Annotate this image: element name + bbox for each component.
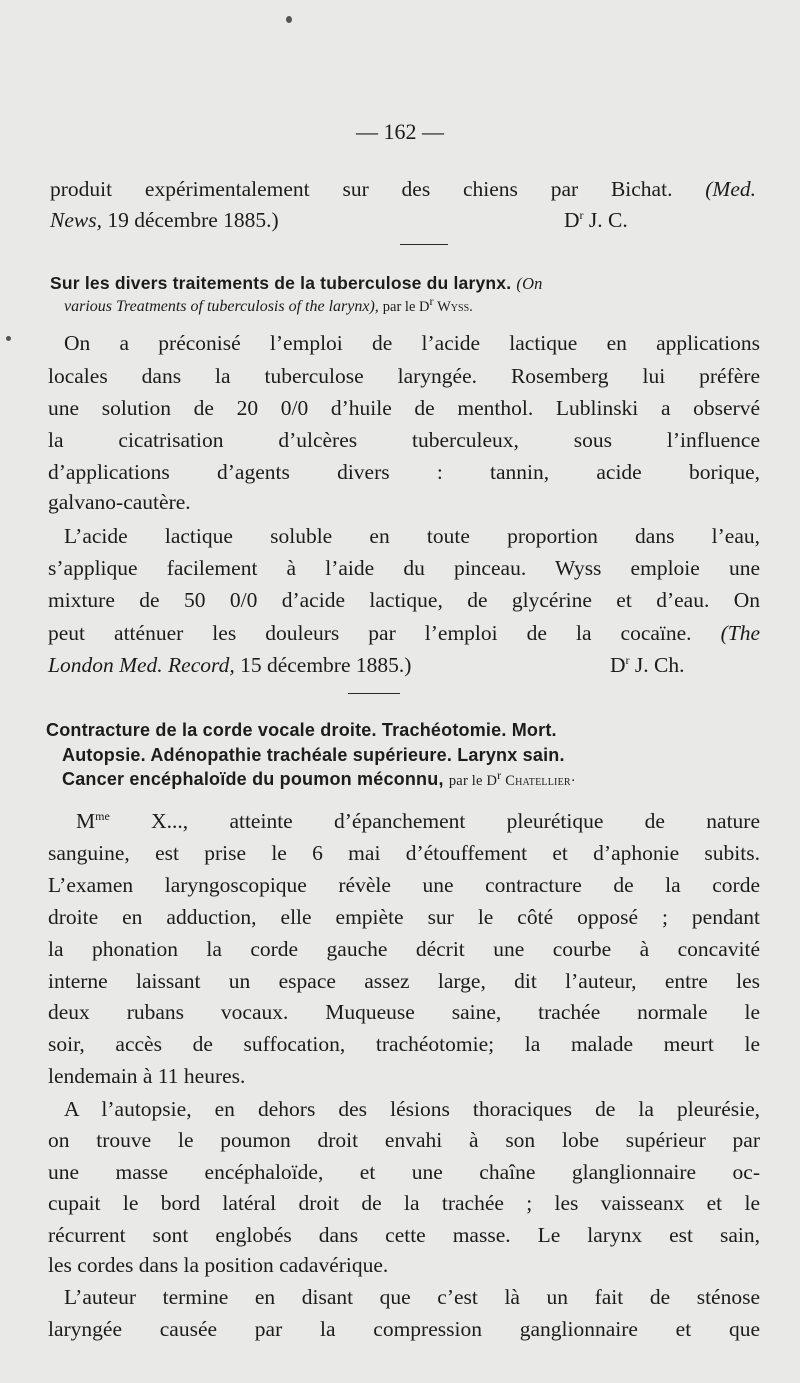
text-line: London Med. Record, 15 décembre 1885.) $D^r$ J. Ch. [48, 650, 760, 680]
section-title: Contracture de la corde vocale droite. Trachéotomie. Mort. [46, 720, 557, 740]
text-line: peut atténuer les douleurs par l’emploi de la cocaïne. (The [48, 621, 760, 645]
text-line: L’examen laryngoscopique révèle une contracture de la corde [48, 873, 760, 897]
text-line: News, 19 décembre 1885.) $D^r$ J. C. [50, 205, 760, 235]
text-line: droite en adduction, elle empiète sur le côté opposé ; pendant [48, 905, 760, 929]
text-line: s’applique facilement à l’aide du pinceau. Wyss emploie une [48, 556, 760, 580]
ink-speck [286, 16, 292, 23]
signature: $D^r$ J. Ch. [610, 652, 685, 677]
text-line: lendemain à 11 heures. [48, 1064, 246, 1088]
text-line: laryngée causée par la compression ganglionnaire et que [48, 1317, 760, 1341]
text-line: d’applications d’agents divers : tannin, acide borique, [48, 460, 760, 484]
section-title: Cancer encéphaloïde du poumon méconnu, par le $D^r$ Chatellier· [62, 768, 576, 789]
section-subtitle: various Treatments of tuberculosis of the larynx), par le $D^r$ Wyss. [64, 294, 473, 315]
text-line: sanguine, est prise le 6 mai d’étouffement et d’aphonie subits. [48, 841, 760, 865]
text-line: A l’autopsie, en dehors des lésions thoraciques de la pleurésie, [64, 1097, 760, 1121]
section-title: Autopsie. Adénopathie trachéale supérieure. Larynx sain. [62, 745, 565, 765]
section-divider [348, 693, 400, 694]
text-line: interne laissant un espace assez large, dit l’auteur, entre les [48, 969, 760, 993]
text-line: soir, accès de suffocation, trachéotomie; la malade meurt le [48, 1032, 760, 1056]
text-line: locales dans la tuberculose laryngée. Rosemberg lui préfère [48, 364, 760, 388]
text-line: produit expérimentalement sur des chiens par Bichat. (Med. [50, 177, 756, 201]
section-title: Sur les divers traitements de la tuberculose du larynx. (On [50, 273, 543, 293]
text-line: deux rubans vocaux. Muqueuse saine, trachée normale le [48, 1000, 760, 1024]
text-line: On a préconisé l’emploi de l’acide lactique en applications [64, 331, 760, 355]
signature: $D^r$ J. C. [564, 207, 628, 232]
text-line: une masse encéphaloïde, et une chaîne glanglionnaire oc- [48, 1160, 760, 1184]
text-line: une solution de 20 0/0 d’huile de menthol. Lublinski a observé [48, 396, 760, 420]
section-divider [400, 244, 448, 245]
text-line: $M^{me}$ X..., atteinte d’épanchement pleurétique de nature [76, 808, 760, 833]
page-number: — 162 — [356, 119, 444, 144]
ink-speck [6, 336, 11, 341]
text-line: récurrent sont englobés dans cette masse. Le larynx est sain, [48, 1223, 760, 1247]
text-line: on trouve le poumon droit envahi à son lobe supérieur par [48, 1128, 760, 1152]
text-line: galvano-cautère. [48, 490, 191, 514]
text-line: la cicatrisation d’ulcères tuberculeux, sous l’influence [48, 428, 760, 452]
text-line: L’auteur termine en disant que c’est là un fait de sténose [64, 1285, 760, 1309]
text-line: les cordes dans la position cadavérique. [48, 1253, 389, 1277]
text-line: cupait le bord latéral droit de la trachée ; les vaisseanx et le [48, 1191, 760, 1215]
text-line: L’acide lactique soluble en toute proportion dans l’eau, [64, 524, 760, 548]
text-line: la phonation la corde gauche décrit une courbe à concavité [48, 937, 760, 961]
text-line: mixture de 50 0/0 d’acide lactique, de glycérine et d’eau. On [48, 588, 760, 612]
